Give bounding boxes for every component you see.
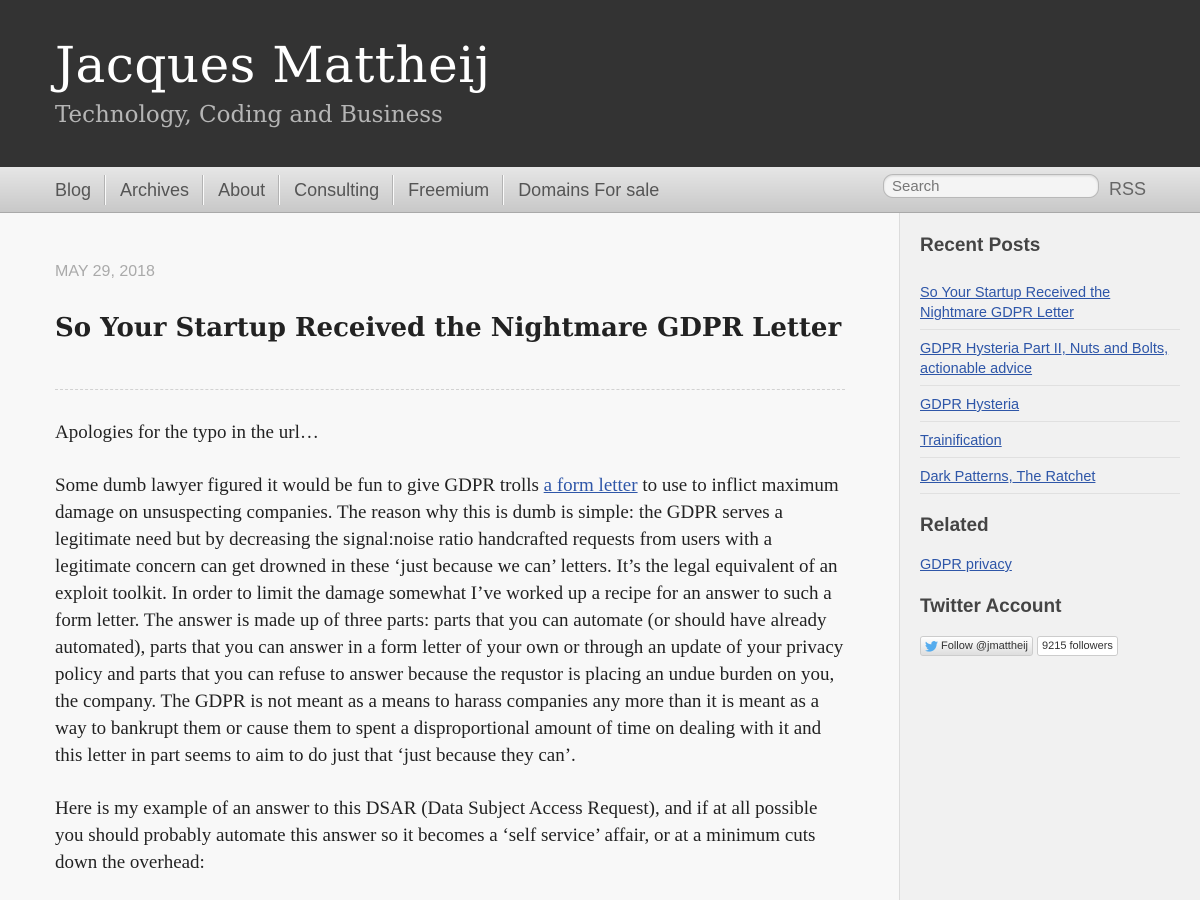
site-tagline: Technology, Coding and Business xyxy=(55,102,443,128)
nav-item-archives[interactable]: Archives xyxy=(105,175,203,205)
list-item xyxy=(920,339,1180,386)
recent-posts-list xyxy=(920,283,1180,503)
list-item xyxy=(920,395,1180,422)
post-text: to use to inflict maximum damage on unsuspecting companies. The reason why this is dumb is simple: the GDPR serves a legitimate need but by decreasing the signal:noise ratio handcrafted requests from users with a legitimate concern can get drowned in these ‘just because we can’ letters. It’s the legal equivalent of an exploit toolkit. In order to limit the damage somewhat I’ve worked up a recipe for an answer to such a form letter. The answer is made up of three parts: parts that you can automate (or should have already automated), parts that you can answer in a form letter of your own or through an update of your privacy policy and parts that you can refuse to answer because the requstor is placing an undue burden on you, the company. The GDPR is not meant as a means to harass companies any more than it is meant as a way to bankrupt them or cause them to spent a disproportional amount of time on dealing with it and this letter in part seems to aim to do just that ‘just because they can’. xyxy=(55,475,844,766)
follow-label: Follow @jmattheij xyxy=(941,640,1028,652)
list-item xyxy=(920,283,1180,330)
nav-item-freemium[interactable]: Freemium xyxy=(393,175,503,205)
post-date: MAY 29, 2018 xyxy=(55,263,155,280)
recent-post-link[interactable]: Dark Patterns, The Ratchet xyxy=(920,469,1096,485)
related-tag-link[interactable]: GDPR privacy xyxy=(920,557,1012,573)
nav-item-blog[interactable]: Blog xyxy=(55,180,92,200)
post-divider xyxy=(55,389,845,390)
main-content xyxy=(0,213,899,900)
nav-list xyxy=(55,167,673,213)
post-body xyxy=(55,419,845,900)
main-nav xyxy=(0,167,1200,213)
twitter-bird-icon xyxy=(925,641,938,652)
recent-post-link[interactable]: So Your Startup Received the Nightmare GDPR Letter xyxy=(920,285,1111,321)
nav-item-domains-for-sale[interactable]: Domains For sale xyxy=(503,175,673,205)
twitter-follow-button[interactable] xyxy=(920,636,1033,656)
recent-post-link[interactable]: GDPR Hysteria xyxy=(920,397,1020,413)
post-paragraph: Apologies for the typo in the url… xyxy=(55,422,319,443)
form-letter-link[interactable]: a form letter xyxy=(543,475,638,496)
followers-count-badge[interactable]: 9215 followers xyxy=(1037,636,1118,656)
nav-item-about[interactable]: About xyxy=(203,175,279,205)
site-header xyxy=(0,0,1200,167)
post-title: So Your Startup Received the Nightmare GDPR Letter xyxy=(55,313,842,343)
related-heading: Related xyxy=(920,515,989,536)
list-item xyxy=(920,431,1180,458)
recent-posts-heading: Recent Posts xyxy=(920,235,1041,256)
nav-item-consulting[interactable]: Consulting xyxy=(279,175,393,205)
recent-post-link[interactable]: GDPR Hysteria Part II, Nuts and Bolts, actionable advice xyxy=(920,341,1169,377)
list-item xyxy=(920,467,1180,494)
twitter-heading: Twitter Account xyxy=(920,596,1062,617)
post-paragraph: Here is my example of an answer to this DSAR (Data Subject Access Request), and if at all possible you should probably automate this answer so it becomes a ‘self service’ affair, or at a minimum cuts down the overhead: xyxy=(55,798,818,873)
search-input[interactable] xyxy=(883,174,1099,198)
sidebar xyxy=(899,213,1200,900)
recent-post-link[interactable]: Trainification xyxy=(920,433,1002,449)
twitter-widget xyxy=(920,636,1118,656)
site-title[interactable]: Jacques Mattheij xyxy=(55,36,491,94)
post-text: Some dumb lawyer figured it would be fun to give GDPR trolls xyxy=(55,475,544,496)
rss-link[interactable]: RSS xyxy=(1109,179,1147,199)
post-paragraph xyxy=(55,472,845,769)
